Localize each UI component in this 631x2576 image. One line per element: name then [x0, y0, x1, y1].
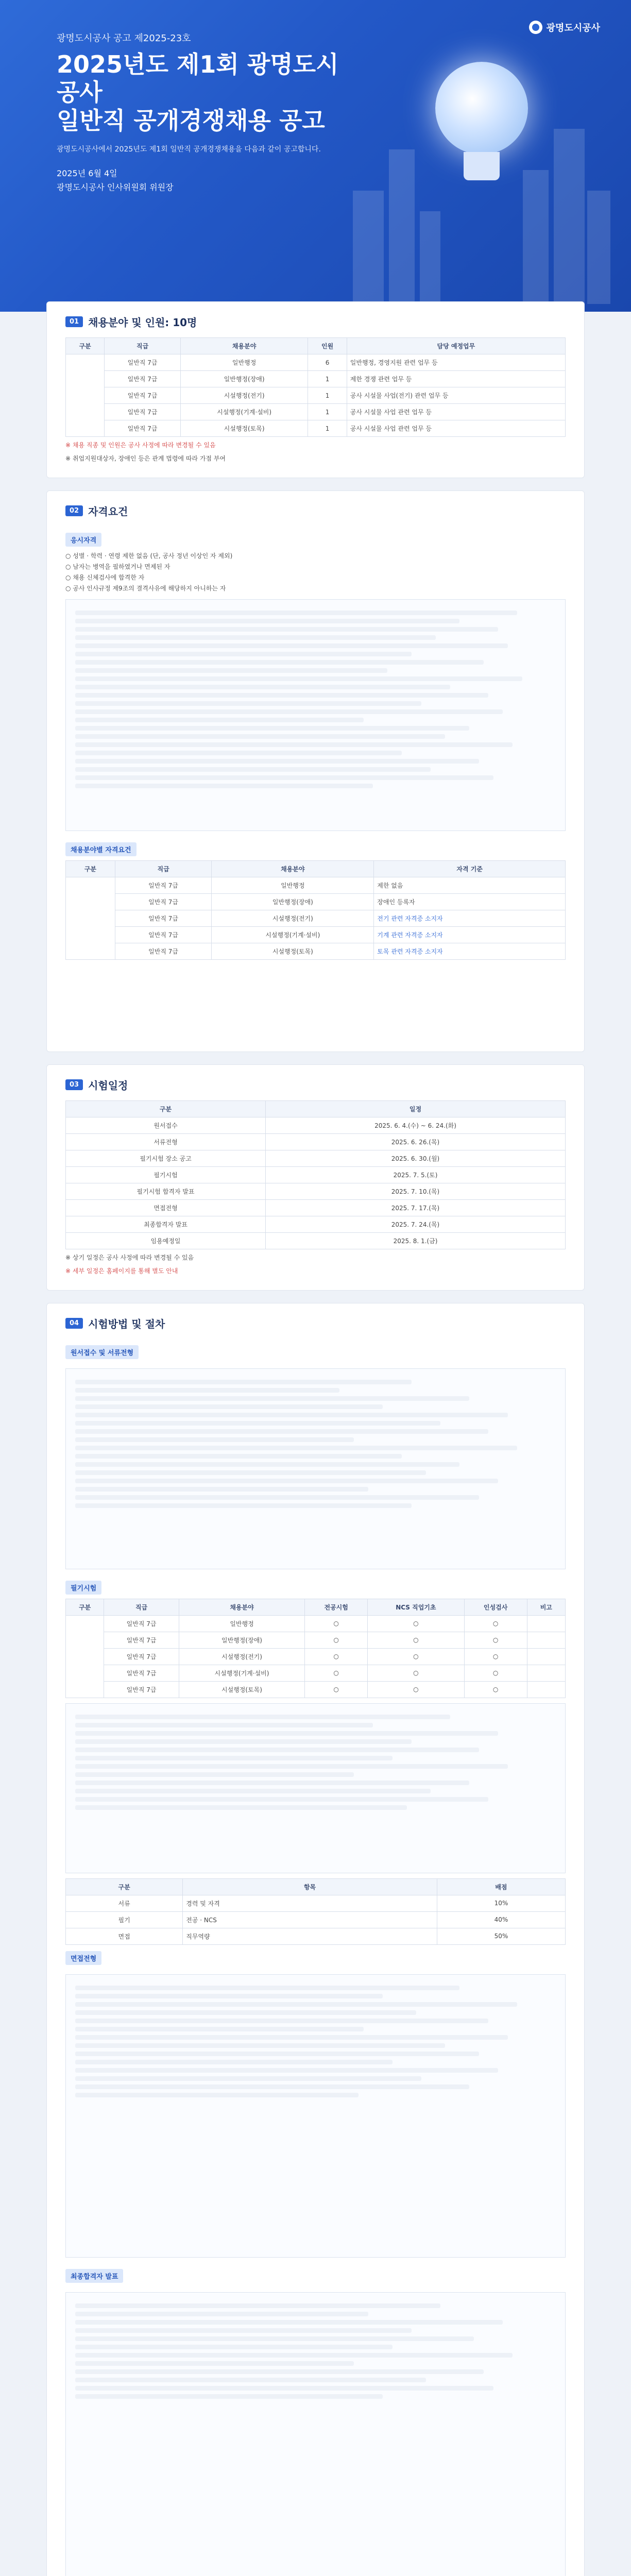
subsection-title: 응시자격 — [65, 533, 101, 547]
note: ※ 상기 일정은 공사 사정에 따라 변경될 수 있음 — [65, 1253, 194, 1261]
application-box — [65, 1368, 566, 1569]
table-cell: 2025. 6. 26.(목) — [266, 1133, 566, 1150]
table-row — [66, 354, 566, 371]
table-cell: 시설행정(기계·설비) — [212, 926, 374, 943]
table-cell: 1 — [308, 420, 347, 437]
bullet-line: ○ 채용 신체검사에 합격한 자 — [65, 573, 145, 581]
table-cell: 일반행정 — [212, 877, 374, 893]
table-row — [66, 926, 566, 943]
table-cell — [66, 354, 105, 437]
table-cell: 필기 — [66, 1911, 183, 1928]
subsection-title: 원서접수 및 서류전형 — [65, 1345, 139, 1359]
table-cell: 전기 관련 자격증 소지자 — [374, 910, 566, 926]
table-header: 채용분야 — [180, 338, 308, 354]
table-cell: 2025. 7. 17.(목) — [266, 1199, 566, 1216]
table-cell — [527, 1681, 565, 1698]
exam-method-table — [65, 1599, 566, 1698]
table-row — [66, 387, 566, 404]
table-cell: 임용예정일 — [66, 1232, 266, 1249]
final-box — [65, 2292, 566, 2576]
table-cell — [527, 1665, 565, 1681]
table-cell: 면접전형 — [66, 1199, 266, 1216]
table-cell: 최종합격자 발표 — [66, 1216, 266, 1232]
section-qualifications — [46, 490, 585, 1052]
table-cell: 공사 시설물 사업(전기) 관련 업무 등 — [347, 387, 565, 404]
table-cell: 일반행정(장애) — [180, 371, 308, 387]
table-header: 비고 — [527, 1599, 565, 1615]
table-cell — [527, 1615, 565, 1632]
table-cell: ○ — [305, 1681, 368, 1698]
table-row — [66, 420, 566, 437]
interview-box — [65, 1974, 566, 2258]
table-cell: ○ — [305, 1665, 368, 1681]
lightbulb-icon — [435, 62, 528, 155]
table-cell: 2025. 6. 30.(월) — [266, 1150, 566, 1166]
table-row — [66, 1648, 566, 1665]
table-row — [66, 893, 566, 910]
table-cell: 시설행정(기계·설비) — [179, 1665, 304, 1681]
table-cell: 1 — [308, 387, 347, 404]
table-header: 전공시험 — [305, 1599, 368, 1615]
section-exam-method — [46, 1303, 585, 2576]
table-cell: 시설행정(토목) — [180, 420, 308, 437]
subsection-title: 면접전형 — [65, 1951, 101, 1965]
hero-title-line1: 2025년도 제1회 광명도시공사 — [57, 50, 339, 107]
table-cell: 필기시험 — [66, 1166, 266, 1183]
subsection-title: 채용분야별 자격요건 — [65, 842, 137, 856]
hero-title — [57, 50, 345, 134]
table-cell: 서류 — [66, 1895, 183, 1911]
table-cell — [527, 1648, 565, 1665]
section-title: 시험일정 — [88, 1079, 128, 1092]
table-header: 일정 — [266, 1100, 566, 1117]
table-cell: 일반행정(장애) — [212, 893, 374, 910]
score-table — [65, 1878, 566, 1945]
hero-logo — [529, 21, 600, 34]
table-header: 구분 — [66, 338, 105, 354]
table-cell — [527, 1632, 565, 1648]
section-number: 02 — [65, 505, 83, 516]
hero-desc: 광명도시공사에서 2025년도 제1회 일반직 공개경쟁채용을 다음과 같이 공고합니다. — [57, 145, 321, 154]
table-row — [66, 1133, 566, 1150]
section-recruitment — [46, 301, 585, 478]
table-cell: 일반직 7급 — [104, 1615, 179, 1632]
table-cell: 50% — [437, 1928, 565, 1944]
table-row — [66, 371, 566, 387]
table-cell: 시설행정(전기) — [212, 910, 374, 926]
table-cell: ○ — [368, 1615, 465, 1632]
table-row — [66, 1911, 566, 1928]
table-cell: 공사 시설물 사업 관련 업무 등 — [347, 404, 565, 420]
hero-logo-text: 광명도시공사 — [546, 23, 600, 33]
table-cell: 필기시험 합격자 발표 — [66, 1183, 266, 1199]
hero-issuer: 광명도시공사 인사위원회 위원장 — [57, 182, 174, 193]
table-header: 담당 예정업무 — [347, 338, 565, 354]
table-cell: 시설행정(기계·설비) — [180, 404, 308, 420]
table-cell: 1 — [308, 404, 347, 420]
table-cell: 필기시험 장소 공고 — [66, 1150, 266, 1166]
hero-date: 2025년 6월 4일 — [57, 168, 117, 179]
logo-icon — [529, 21, 542, 34]
table-header: 인성검사 — [464, 1599, 527, 1615]
table-cell: 일반직 7급 — [104, 1665, 179, 1681]
table-header: 구분 — [66, 1100, 266, 1117]
table-row — [66, 1183, 566, 1199]
table-cell: ○ — [464, 1681, 527, 1698]
table-header: NCS 직업기초 — [368, 1599, 465, 1615]
exam-detail-box — [65, 1703, 566, 1873]
table-cell: 제한 경쟁 관련 업무 등 — [347, 371, 565, 387]
table-cell: ○ — [368, 1632, 465, 1648]
table-cell: 직무역량 — [183, 1928, 437, 1944]
table-row — [66, 1166, 566, 1183]
note: ※ 세부 일정은 홈페이지를 통해 별도 안내 — [65, 1267, 178, 1275]
table-row — [66, 877, 566, 893]
hero-subtitle: 광명도시공사 공고 제2025-23호 — [57, 33, 191, 44]
hero-text — [57, 31, 345, 195]
table-cell: 일반행정, 경영지원 관련 업무 등 — [347, 354, 565, 371]
section-schedule — [46, 1064, 585, 1291]
recruitment-table — [65, 337, 566, 437]
table-cell — [66, 877, 115, 959]
table-row — [66, 1199, 566, 1216]
hero-illustration — [353, 36, 610, 304]
table-cell: 공사 시설물 사업 관련 업무 등 — [347, 420, 565, 437]
hero-title-line2: 일반직 공개경쟁채용 공고 — [57, 106, 325, 134]
table-header: 배점 — [437, 1878, 565, 1895]
table-cell: 일반직 7급 — [105, 387, 180, 404]
section-title: 채용분야 및 인원: 10명 — [88, 316, 197, 329]
table-header: 구분 — [66, 1599, 104, 1615]
table-cell: 2025. 7. 10.(목) — [266, 1183, 566, 1199]
table-row — [66, 1665, 566, 1681]
bullet-line: ○ 성별 · 학력 · 연령 제한 없음 (단, 공사 정년 이상인 자 제외) — [65, 552, 233, 560]
bullet-line: ○ 남자는 병역을 필하였거나 면제된 자 — [65, 563, 170, 570]
schedule-table — [65, 1100, 566, 1249]
table-cell: 토목 관련 자격증 소지자 — [374, 943, 566, 959]
table-cell: ○ — [464, 1632, 527, 1648]
note: ※ 채용 직종 및 인원은 공사 사정에 따라 변경될 수 있음 — [65, 442, 216, 449]
table-cell: 일반직 7급 — [115, 893, 212, 910]
qualification-table — [65, 860, 566, 960]
table-row — [66, 1117, 566, 1133]
table-row — [66, 943, 566, 959]
table-cell: 기계 관련 자격증 소지자 — [374, 926, 566, 943]
table-header: 항목 — [183, 1878, 437, 1895]
table-cell: 원서접수 — [66, 1117, 266, 1133]
table-header: 구분 — [66, 1878, 183, 1895]
table-cell: 일반직 7급 — [105, 354, 180, 371]
table-header: 직급 — [105, 338, 180, 354]
table-header: 채용분야 — [212, 860, 374, 877]
table-cell: 제한 없음 — [374, 877, 566, 893]
table-cell: 일반직 7급 — [115, 910, 212, 926]
table-row — [66, 910, 566, 926]
table-header: 채용분야 — [179, 1599, 304, 1615]
table-row — [66, 1216, 566, 1232]
table-cell: 일반직 7급 — [104, 1681, 179, 1698]
table-header: 직급 — [104, 1599, 179, 1615]
table-row — [66, 1615, 566, 1632]
table-header: 직급 — [115, 860, 212, 877]
table-cell: ○ — [305, 1648, 368, 1665]
table-cell: ○ — [368, 1665, 465, 1681]
table-cell: 2025. 6. 4.(수) ~ 6. 24.(화) — [266, 1117, 566, 1133]
table-header: 자격 기준 — [374, 860, 566, 877]
table-cell: 면접 — [66, 1928, 183, 1944]
table-cell: 10% — [437, 1895, 565, 1911]
section-number: 01 — [65, 316, 83, 327]
table-cell: 2025. 7. 24.(목) — [266, 1216, 566, 1232]
section-number: 03 — [65, 1079, 83, 1090]
table-cell: 일반행정 — [180, 354, 308, 371]
table-row — [66, 1150, 566, 1166]
table-cell: ○ — [464, 1648, 527, 1665]
table-row — [66, 1928, 566, 1944]
table-header: 인원 — [308, 338, 347, 354]
table-cell: 서류전형 — [66, 1133, 266, 1150]
note: ※ 취업지원대상자, 장애인 등은 관계 법령에 따라 가점 부여 — [65, 455, 226, 463]
table-cell: ○ — [464, 1665, 527, 1681]
table-cell: 전공 · NCS — [183, 1911, 437, 1928]
table-cell: ○ — [305, 1615, 368, 1632]
hero-banner — [0, 0, 631, 312]
table-cell: 1 — [308, 371, 347, 387]
bullet-line: ○ 공사 인사규정 제9조의 결격사유에 해당하지 아니하는 자 — [65, 584, 226, 592]
table-row — [66, 1895, 566, 1911]
table-cell: 일반직 7급 — [105, 404, 180, 420]
table-cell: ○ — [368, 1648, 465, 1665]
table-cell: 시설행정(전기) — [179, 1648, 304, 1665]
table-cell: 경력 및 자격 — [183, 1895, 437, 1911]
table-cell: 2025. 7. 5.(토) — [266, 1166, 566, 1183]
table-cell: 2025. 8. 1.(금) — [266, 1232, 566, 1249]
table-row — [66, 1232, 566, 1249]
hero-sign — [57, 166, 345, 194]
subsection-title: 최종합격자 발표 — [65, 2269, 123, 2283]
section-title: 자격요건 — [88, 505, 128, 518]
content — [46, 301, 585, 2576]
table-cell: 6 — [308, 354, 347, 371]
table-cell: ○ — [368, 1681, 465, 1698]
table-cell: ○ — [464, 1615, 527, 1632]
subsection-title: 필기시험 — [65, 1581, 101, 1595]
table-row — [66, 404, 566, 420]
table-cell: 일반직 7급 — [105, 371, 180, 387]
table-cell: 시설행정(토목) — [212, 943, 374, 959]
table-cell: 일반직 7급 — [104, 1648, 179, 1665]
table-cell: 일반행정(장애) — [179, 1632, 304, 1648]
section-title: 시험방법 및 절차 — [88, 1317, 165, 1330]
table-cell: 시설행정(전기) — [180, 387, 308, 404]
table-cell: 일반행정 — [179, 1615, 304, 1632]
table-cell: 일반직 7급 — [104, 1632, 179, 1648]
disqualification-box — [65, 599, 566, 831]
table-cell: 40% — [437, 1911, 565, 1928]
table-cell — [66, 1615, 104, 1698]
table-row — [66, 1681, 566, 1698]
table-cell: ○ — [305, 1632, 368, 1648]
table-cell: 장애인 등록자 — [374, 893, 566, 910]
table-cell: 일반직 7급 — [115, 877, 212, 893]
section-number: 04 — [65, 1318, 83, 1329]
table-cell: 시설행정(토목) — [179, 1681, 304, 1698]
table-row — [66, 1632, 566, 1648]
table-cell: 일반직 7급 — [105, 420, 180, 437]
table-cell: 일반직 7급 — [115, 926, 212, 943]
table-cell: 일반직 7급 — [115, 943, 212, 959]
table-header: 구분 — [66, 860, 115, 877]
